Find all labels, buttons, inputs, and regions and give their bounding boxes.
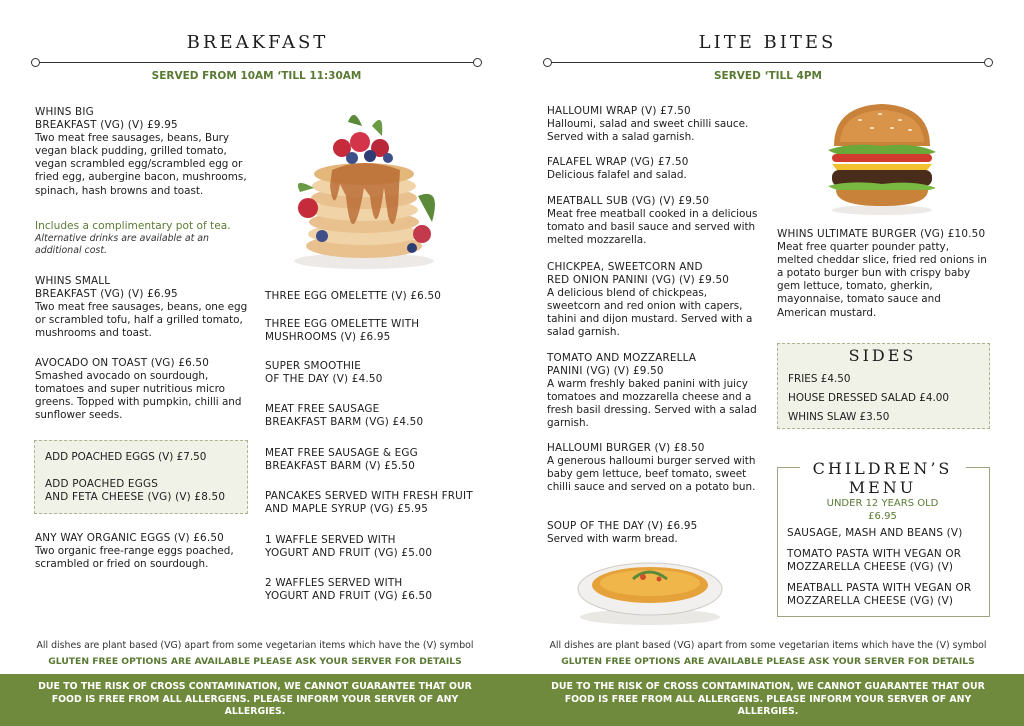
avocado-name: AVOCADO ON TOAST (VG) £6.50 [35, 357, 210, 369]
breakfast-side-item-line-1: 1 WAFFLE SERVED WITH [265, 534, 396, 546]
childrens-price: £6.95 [868, 511, 897, 522]
plant-note-right: All dishes are plant based (VG) apart from some vegetarian items which have the (V) symbol [549, 640, 987, 651]
lite-bite-item [547, 352, 762, 431]
ultimate-burger-name: WHINS ULTIMATE BURGER (VG) £10.50 [777, 228, 986, 240]
breakfast-side-item [265, 290, 485, 303]
add-poached-eggs: ADD POACHED EGGS (V) £7.50 [45, 451, 207, 463]
lite-bite-item [547, 195, 762, 247]
allergen-right-line-1: DUE TO THE RISK OF CROSS CONTAMINATION, WE CANNOT GUARANTEE THAT OUR [551, 681, 985, 692]
lite-bite-name-1: TOMATO AND MOZZARELLA [547, 352, 697, 364]
alt-drinks-note: Alternative drinks are available at an additional cost. [35, 233, 209, 256]
tea-note: Includes a complimentary pot of tea. [35, 220, 231, 232]
lite-bites-title: LITE BITES [698, 32, 837, 53]
small-breakfast-item [35, 275, 250, 340]
side-item: FRIES £4.50 [788, 373, 851, 385]
childrens-menu-title-2: MENU [848, 478, 917, 497]
pancakes-illustration-icon [272, 96, 452, 276]
lite-bite-name-1: FALAFEL WRAP (VG) £7.50 [547, 156, 689, 168]
breakfast-side-item-line-2: YOGURT AND FRUIT (VG) £6.50 [265, 590, 433, 603]
breakfast-side-item-line-2: BREAKFAST BARM (VG) £4.50 [265, 416, 424, 429]
lite-bite-name-1: HALLOUMI BURGER (V) £8.50 [547, 442, 705, 454]
small-breakfast-name-2: BREAKFAST (VG) (V) £6.95 [35, 288, 178, 301]
breakfast-served: SERVED FROM 10AM ‘TILL 11:30AM [151, 70, 362, 82]
lite-bite-name-2: RED ONION PANINI (VG) (V) £9.50 [547, 274, 730, 287]
breakfast-side-item-line-2: YOGURT AND FRUIT (VG) £5.00 [265, 547, 433, 560]
breakfast-side-item-line-1: PANCAKES SERVED WITH FRESH FRUIT [265, 490, 473, 502]
breakfast-side-item-line-1: THREE EGG OMELETTE (V) £6.50 [265, 290, 442, 302]
side-item: WHINS SLAW £3.50 [788, 411, 890, 423]
childrens-item-line-1: SAUSAGE, MASH AND BEANS (V) [787, 527, 963, 539]
organic-eggs-desc: Two organic free-range eggs poached, scrambled or fried on sourdough. [35, 545, 234, 571]
soup-illustration-icon [575, 555, 725, 627]
lite-bite-name-1: MEATBALL SUB (VG) (V) £9.50 [547, 195, 710, 207]
breakfast-side-item [265, 490, 485, 516]
lite-bite-item [547, 105, 762, 144]
childrens-menu-title-1: CHILDREN’S [812, 459, 953, 478]
breakfast-side-item-line-1: MEAT FREE SAUSAGE [265, 403, 380, 415]
avocado-desc: Smashed avocado on sourdough, tomatoes and super nutritious micro greens. Topped with pumpkin, chilli and sunflower seeds. [35, 370, 242, 422]
gluten-note-right: GLUTEN FREE OPTIONS ARE AVAILABLE PLEASE ASK YOUR SERVER FOR DETAILS [561, 656, 975, 667]
breakfast-divider [40, 62, 473, 63]
lite-bite-name-1: CHICKPEA, SWEETCORN AND [547, 261, 703, 273]
allergen-note-right [543, 681, 993, 719]
add-poached-eggs-feta [45, 478, 245, 504]
childrens-item [787, 527, 987, 540]
add-feta-line-1: ADD POACHED EGGS [45, 478, 159, 490]
lite-bite-desc: A generous halloumi burger served with baby gem lettuce, beef tomato, sweet chilli sauce and served on a potato bun. [547, 455, 756, 494]
small-breakfast-desc: Two meat free sausages, beans, one egg or scrambled tofu, half a grilled tomato, mushrooms and toast. [35, 301, 248, 340]
breakfast-side-item [265, 447, 485, 473]
breakfast-side-item [265, 360, 485, 386]
breakfast-side-item-line-2: MUSHROOMS (V) £6.95 [265, 331, 391, 344]
burger-illustration-icon [820, 98, 945, 218]
ultimate-burger-item [777, 228, 987, 320]
lite-bite-item [547, 261, 762, 340]
allergen-left-line-1: DUE TO THE RISK OF CROSS CONTAMINATION, WE CANNOT GUARANTEE THAT OUR [38, 681, 472, 692]
lite-bite-item [547, 520, 762, 546]
breakfast-side-item-line-1: MEAT FREE SAUSAGE & EGG [265, 447, 418, 459]
breakfast-side-item-line-1: 2 WAFFLES SERVED WITH [265, 577, 403, 589]
breakfast-side-item [265, 577, 485, 603]
childrens-age: UNDER 12 YEARS OLD [826, 498, 939, 509]
lite-bite-desc: Halloumi, salad and sweet chilli sauce. Served with a salad garnish. [547, 118, 749, 144]
breakfast-side-item [265, 534, 485, 560]
childrens-item [787, 548, 987, 574]
lite-bite-item [547, 156, 762, 182]
childrens-item [787, 582, 987, 608]
lite-bite-name-1: HALLOUMI WRAP (V) £7.50 [547, 105, 691, 117]
childrens-item-line-1: MEATBALL PASTA WITH VEGAN OR [787, 582, 972, 594]
big-breakfast-desc: Two meat free sausages, beans, Bury vegan black pudding, grilled tomato, vegan scrambled egg/scrambled egg or fried egg, aubergine bacon, mushrooms, spinach, hash browns and toast. [35, 132, 247, 197]
lite-bite-desc: A delicious blend of chickpeas, sweetcorn and red onion with capers, tahini and dijon mustard. Served with a salad garnish. [547, 287, 753, 339]
lite-bites-served: SERVED ‘TILL 4PM [713, 70, 823, 82]
plant-note-left: All dishes are plant based (VG) apart from some vegetarian items which have the (V) symbol [36, 640, 474, 651]
allergen-right-line-2: FOOD IS FREE FROM ALL ALLERGENS. PLEASE INFORM YOUR SERVER OF ANY ALLERGIES. [564, 693, 972, 717]
sides-title: SIDES [848, 346, 917, 365]
organic-eggs-item [35, 532, 250, 571]
avocado-item [35, 357, 250, 422]
breakfast-side-item-line-1: THREE EGG OMELETTE WITH [265, 318, 420, 330]
lite-bite-desc: Meat free meatball cooked in a delicious tomato and basil sauce and served with melted mozzarella. [547, 208, 758, 247]
lite-bite-desc: Delicious falafel and salad. [547, 169, 687, 182]
childrens-item-line-2: MOZZARELLA CHEESE (VG) (V) [787, 595, 954, 608]
big-breakfast-name-2: BREAKFAST (VG) (V) £9.95 [35, 119, 178, 132]
allergen-note-left [30, 681, 480, 719]
breakfast-side-item-line-2: AND MAPLE SYRUP (VG) £5.95 [265, 503, 429, 516]
organic-eggs-name: ANY WAY ORGANIC EGGS (V) £6.50 [35, 532, 224, 544]
breakfast-title: BREAKFAST [186, 32, 329, 53]
breakfast-side-item [265, 318, 485, 344]
big-breakfast-name-1: WHINS BIG [35, 106, 94, 118]
lite-bites-divider [552, 62, 984, 63]
lite-bite-name-1: SOUP OF THE DAY (V) £6.95 [547, 520, 698, 532]
side-item: HOUSE DRESSED SALAD £4.00 [788, 392, 949, 404]
childrens-item-line-2: MOZZARELLA CHEESE (VG) (V) [787, 561, 954, 574]
childrens-item-line-1: TOMATO PASTA WITH VEGAN OR [787, 548, 962, 560]
breakfast-side-item-line-2: OF THE DAY (V) £4.50 [265, 373, 383, 386]
add-feta-line-2: AND FETA CHEESE (VG) (V) £8.50 [45, 491, 226, 504]
gluten-note-left: GLUTEN FREE OPTIONS ARE AVAILABLE PLEASE ASK YOUR SERVER FOR DETAILS [48, 656, 462, 667]
breakfast-side-item-line-1: SUPER SMOOTHIE [265, 360, 362, 372]
breakfast-side-item-line-2: BREAKFAST BARM (V) £5.50 [265, 460, 415, 473]
breakfast-side-item [265, 403, 485, 429]
lite-bite-desc: Served with warm bread. [547, 533, 678, 546]
allergen-left-line-2: FOOD IS FREE FROM ALL ALLERGENS. PLEASE INFORM YOUR SERVER OF ANY ALLERGIES. [51, 693, 459, 717]
ultimate-burger-desc: Meat free quarter pounder patty, melted cheddar slice, fried red onions in a potato burger bun with crispy baby gem lettuce, tomato, gherkin, mayonnaise, tomato sauce and American mustard. [777, 241, 987, 319]
lite-bite-item [547, 442, 762, 494]
lite-bite-name-2: PANINI (VG) (V) £9.50 [547, 365, 664, 378]
big-breakfast-item [35, 106, 250, 198]
lite-bite-desc: A warm freshly baked panini with juicy tomatoes and mozzarella cheese and a fresh basil dressing. Served with a salad garnish. [547, 378, 757, 430]
small-breakfast-name-1: WHINS SMALL [35, 275, 111, 287]
